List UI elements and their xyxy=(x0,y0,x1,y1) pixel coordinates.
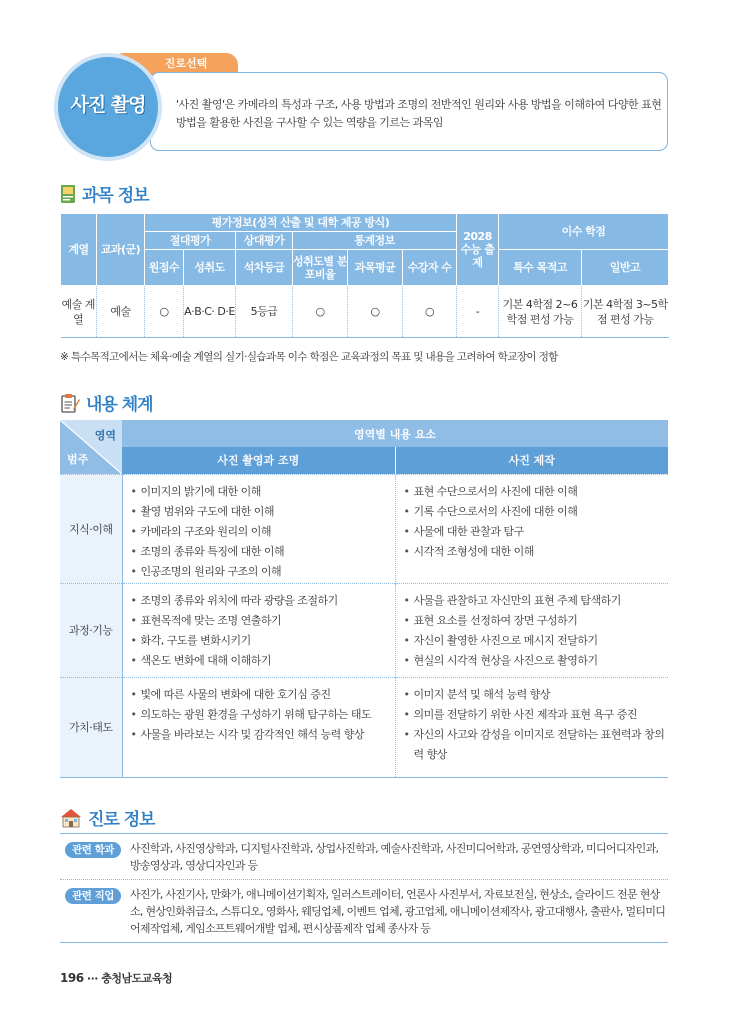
th-field: 계열 xyxy=(61,214,97,286)
career-choice-tab: 진로선택 xyxy=(112,53,238,75)
col-photo-lighting: 사진 촬영과 조명 xyxy=(122,447,395,474)
cell-distribution: ○ xyxy=(293,286,348,338)
list-item: • 인공조명의 원리와 구조의 이해 xyxy=(131,562,395,582)
list-item: • 표현 수단으로서의 사진에 대한 이해 xyxy=(404,482,669,502)
related-job-text: 사진가, 사진기사, 만화가, 애니메이션기획자, 일러스트레이터, 언론사 사진부서, 자료보전실, 현상소, 슬라이드 전문 현상소, 현상인화취급소, 스튜디오, 영화사, 웨딩업체, 이벤트 업체, 광고업체, 애니메이션제작사, 광고대행사, 출판사, 멀티미디어제작업체, 게임소프트웨어개발 업체, 편시상품제작 업체 종사자 등 xyxy=(130,888,666,935)
list-item: • 이미지 분석 및 해석 능력 향상 xyxy=(404,685,669,705)
related-dept-badge: 관련 학과 xyxy=(65,842,121,858)
list-item: • 사물에 대한 관찰과 탐구 xyxy=(404,522,669,542)
content-system-table xyxy=(60,420,668,778)
values-lighting-cell xyxy=(122,677,395,777)
school-icon xyxy=(60,808,82,828)
list-item: • 표현목적에 맞는 조명 연출하기 xyxy=(131,611,395,631)
page-footer xyxy=(60,970,172,986)
course-info-title: 과목 정보 xyxy=(82,186,149,206)
list-item: • 카메라의 구조와 원리의 이해 xyxy=(131,522,395,542)
course-note: ※ 특수목적고에서는 체육·예술 계열의 실기·실습과목 이수 학점은 교육과정의 목표 및 내용을 고려하여 학교장이 정함 xyxy=(60,351,558,363)
content-system-heading xyxy=(60,390,153,415)
th-rank: 석차등급 xyxy=(236,250,293,286)
list-item: • 의도하는 광원 환경을 구성하기 위해 탐구하는 태도 xyxy=(131,705,395,725)
category-values: 가치·태도 xyxy=(60,677,122,777)
list-item: • 자신이 촬영한 사진으로 메시지 전달하기 xyxy=(404,631,669,651)
page-number: 196 xyxy=(60,971,84,985)
list-item: • 사물을 바라보는 시각 및 감각적인 해석 능력 향상 xyxy=(131,725,395,745)
career-mid-rule xyxy=(60,879,668,880)
corner-cell xyxy=(60,420,122,474)
cell-raw-score: ○ xyxy=(145,286,184,338)
th-raw-score: 원점수 xyxy=(145,250,184,286)
th-general: 일반고 xyxy=(582,250,669,286)
th-special: 특수 목적고 xyxy=(499,250,582,286)
list-item: • 시각적 조형성에 대한 이해 xyxy=(404,542,669,562)
career-bottom-rule xyxy=(60,942,668,943)
th-relative: 상대평가 xyxy=(236,232,293,250)
list-item: • 사물을 관찰하고 자신만의 표현 주제 탐색하기 xyxy=(404,591,669,611)
cell-special: 기본 4학점 2~6학점 편성 가능 xyxy=(499,286,582,338)
cell-csat: - xyxy=(457,286,499,338)
career-top-rule xyxy=(60,833,668,834)
publisher-name: ··· 충청남도교육청 xyxy=(86,972,173,985)
th-achievement: 성취도 xyxy=(184,250,236,286)
list-item: • 조명의 종류와 특징에 대한 이해 xyxy=(131,542,395,562)
th-csat: 2028 수능 출제 xyxy=(457,214,499,286)
list-item: • 이미지의 밝기에 대한 이해 xyxy=(131,482,395,502)
list-item: • 화각, 구도를 변화시키기 xyxy=(131,631,395,651)
cell-achievement: A·B·C· D·E xyxy=(184,286,236,338)
cell-rank: 5등급 xyxy=(236,286,293,338)
related-job-badge: 관련 직업 xyxy=(65,888,121,904)
content-system-title: 내용 체계 xyxy=(86,395,153,415)
th-credits: 이수 학점 xyxy=(499,214,669,250)
list-item: • 의미를 전달하기 위한 사진 제작과 표현 욕구 증진 xyxy=(404,705,669,725)
category-knowledge: 지식·이해 xyxy=(60,474,122,583)
cell-general: 기본 4학점 3~5학점 편성 가능 xyxy=(582,286,669,338)
cell-field: 예술 계열 xyxy=(61,286,97,338)
cell-average: ○ xyxy=(348,286,403,338)
cell-students: ○ xyxy=(403,286,457,338)
career-info-title: 진로 정보 xyxy=(88,810,155,830)
th-distribution: 성취도별 분포비율 xyxy=(293,250,348,286)
th-evaluation: 평가정보(성적 산출 및 대학 제공 방식) xyxy=(145,214,457,232)
process-lighting-cell xyxy=(122,583,395,677)
book-icon xyxy=(60,184,76,204)
category-process: 과정·기능 xyxy=(60,583,122,677)
corner-area-label: 영역 xyxy=(94,429,116,442)
values-production-cell xyxy=(395,677,668,777)
course-info-table xyxy=(60,213,669,338)
th-statistics: 통계정보 xyxy=(293,232,457,250)
list-item: • 빛에 따른 사물의 변화에 대한 호기심 증진 xyxy=(131,685,395,705)
career-info-heading xyxy=(60,805,155,830)
col-photo-production: 사진 제작 xyxy=(395,447,668,474)
th-average: 과목평균 xyxy=(348,250,403,286)
knowledge-lighting-cell xyxy=(122,474,395,583)
th-subject-group: 교과(군) xyxy=(97,214,145,286)
knowledge-production-cell xyxy=(395,474,668,583)
list-item: • 촬영 범위와 구도에 대한 이해 xyxy=(131,502,395,522)
corner-category-label: 범주 xyxy=(67,452,89,466)
list-item: • 조명의 종류와 위치에 따라 광량을 조절하기 xyxy=(131,591,395,611)
subject-title: 사진 촬영 xyxy=(70,94,146,116)
related-dept-text: 사진학과, 사진영상학과, 디지털사진학과, 상업사진학과, 예술사진학과, 사진미디어학과, 공연영상학과, 미디어디자인과, 방송영상과, 영상디자인과 등 xyxy=(130,842,659,872)
cell-subject-group: 예술 xyxy=(97,286,145,338)
list-item: • 자신의 사고와 감성을 이미지로 전달하는 표현력과 창의력 향상 xyxy=(404,725,669,765)
list-item: • 색온도 변화에 대해 이해하기 xyxy=(131,651,395,671)
course-info-heading xyxy=(60,181,149,206)
th-students: 수강자 수 xyxy=(403,250,457,286)
subject-description: '사진 촬영'은 카메라의 특성과 구조, 사용 방법과 조명의 전반적인 원리와 사용 방법을 이해하여 다양한 표현 방법을 활용한 사진을 구사할 수 있는 역량을 기르는 과목임 xyxy=(176,98,662,129)
list-item: • 표현 요소를 선정하여 장면 구성하기 xyxy=(404,611,669,631)
list-item: • 기록 수단으로서의 사진에 대한 이해 xyxy=(404,502,669,522)
clipboard-icon xyxy=(60,393,80,413)
process-production-cell xyxy=(395,583,668,677)
th-absolute: 절대평가 xyxy=(145,232,236,250)
area-header: 영역별 내용 요소 xyxy=(122,420,668,447)
list-item: • 현실의 시각적 현상을 사진으로 촬영하기 xyxy=(404,651,669,671)
